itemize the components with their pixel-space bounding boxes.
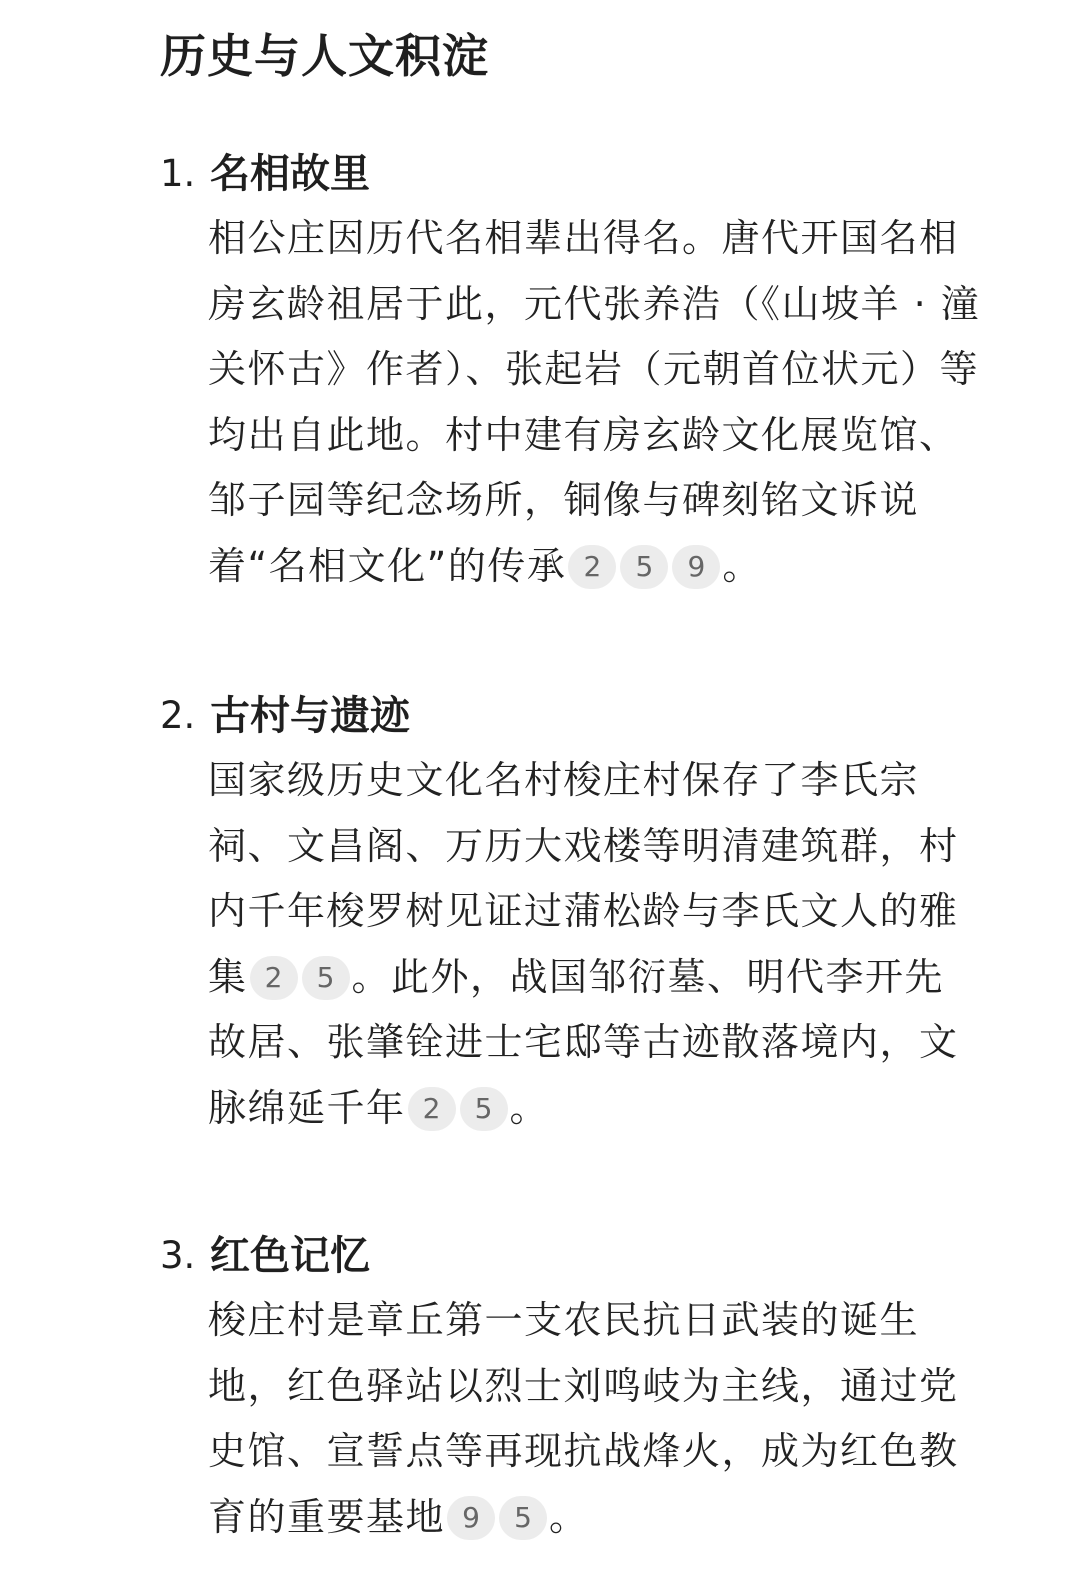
citation-badge[interactable]: 9 — [672, 545, 720, 589]
citation-badge[interactable]: 9 — [447, 1496, 495, 1540]
citation-badge[interactable]: 5 — [620, 545, 668, 589]
body-text: 梭庄村是章丘第一支农民抗日武装的诞生地，红色驿站以烈士刘鸣岐为主线，通过党史馆、宣誓点等再现抗战烽火，成为红色教育的重要基地 — [208, 1298, 959, 1539]
section-title: 名相故里 — [210, 151, 370, 197]
body-text: 相公庄因历代名相辈出得名。唐代开国名相房玄龄祖居于此，元代张养浩（《山坡羊 · 潼关怀古》作者）、张起岩（元朝首位状元）等均出自此地。村中建有房玄龄文化展览馆、邹子园等纪念场所，铜像与碑刻铭文诉说着“名相文化”的传承 — [208, 216, 981, 588]
section-number: 1. — [160, 152, 196, 195]
section-number: 2. — [160, 694, 196, 737]
citation-badge[interactable]: 2 — [568, 545, 616, 589]
section-body — [208, 1288, 983, 1550]
list-item — [160, 142, 990, 599]
list-item — [160, 684, 990, 1141]
section-heading — [160, 142, 990, 206]
citation-badge[interactable]: 5 — [460, 1087, 508, 1131]
citation-badge[interactable]: 5 — [499, 1496, 547, 1540]
section-number: 3. — [160, 1234, 196, 1277]
body-end-text: 。 — [509, 1085, 550, 1130]
page-title: 历史与人文积淀 — [160, 29, 489, 83]
citation-badge[interactable]: 2 — [408, 1087, 456, 1131]
section-heading — [160, 684, 990, 748]
section-body — [208, 206, 983, 599]
section-body — [208, 748, 983, 1141]
section-title: 红色记忆 — [210, 1233, 370, 1279]
section-heading — [160, 1224, 990, 1288]
body-text: 国家级历史文化名村梭庄村保存了李氏宗祠、文昌阁、万历大戏楼等明清建筑群，村内千年梭罗树见证过蒲松龄与李氏文人的雅集 — [208, 758, 959, 999]
citation-badge[interactable]: 5 — [302, 956, 350, 1000]
section-title: 古村与遗迹 — [210, 693, 410, 739]
list-item — [160, 1224, 990, 1550]
body-end-text: 。 — [722, 543, 762, 588]
body-mid-text: 。此外，战国邹衍墓、明代李开先故居、张肇铨进士宅邸等古迹散落境内，文脉绵延千年 — [208, 954, 959, 1130]
citation-badge[interactable]: 2 — [250, 956, 298, 1000]
body-end-text: 。 — [549, 1494, 589, 1539]
